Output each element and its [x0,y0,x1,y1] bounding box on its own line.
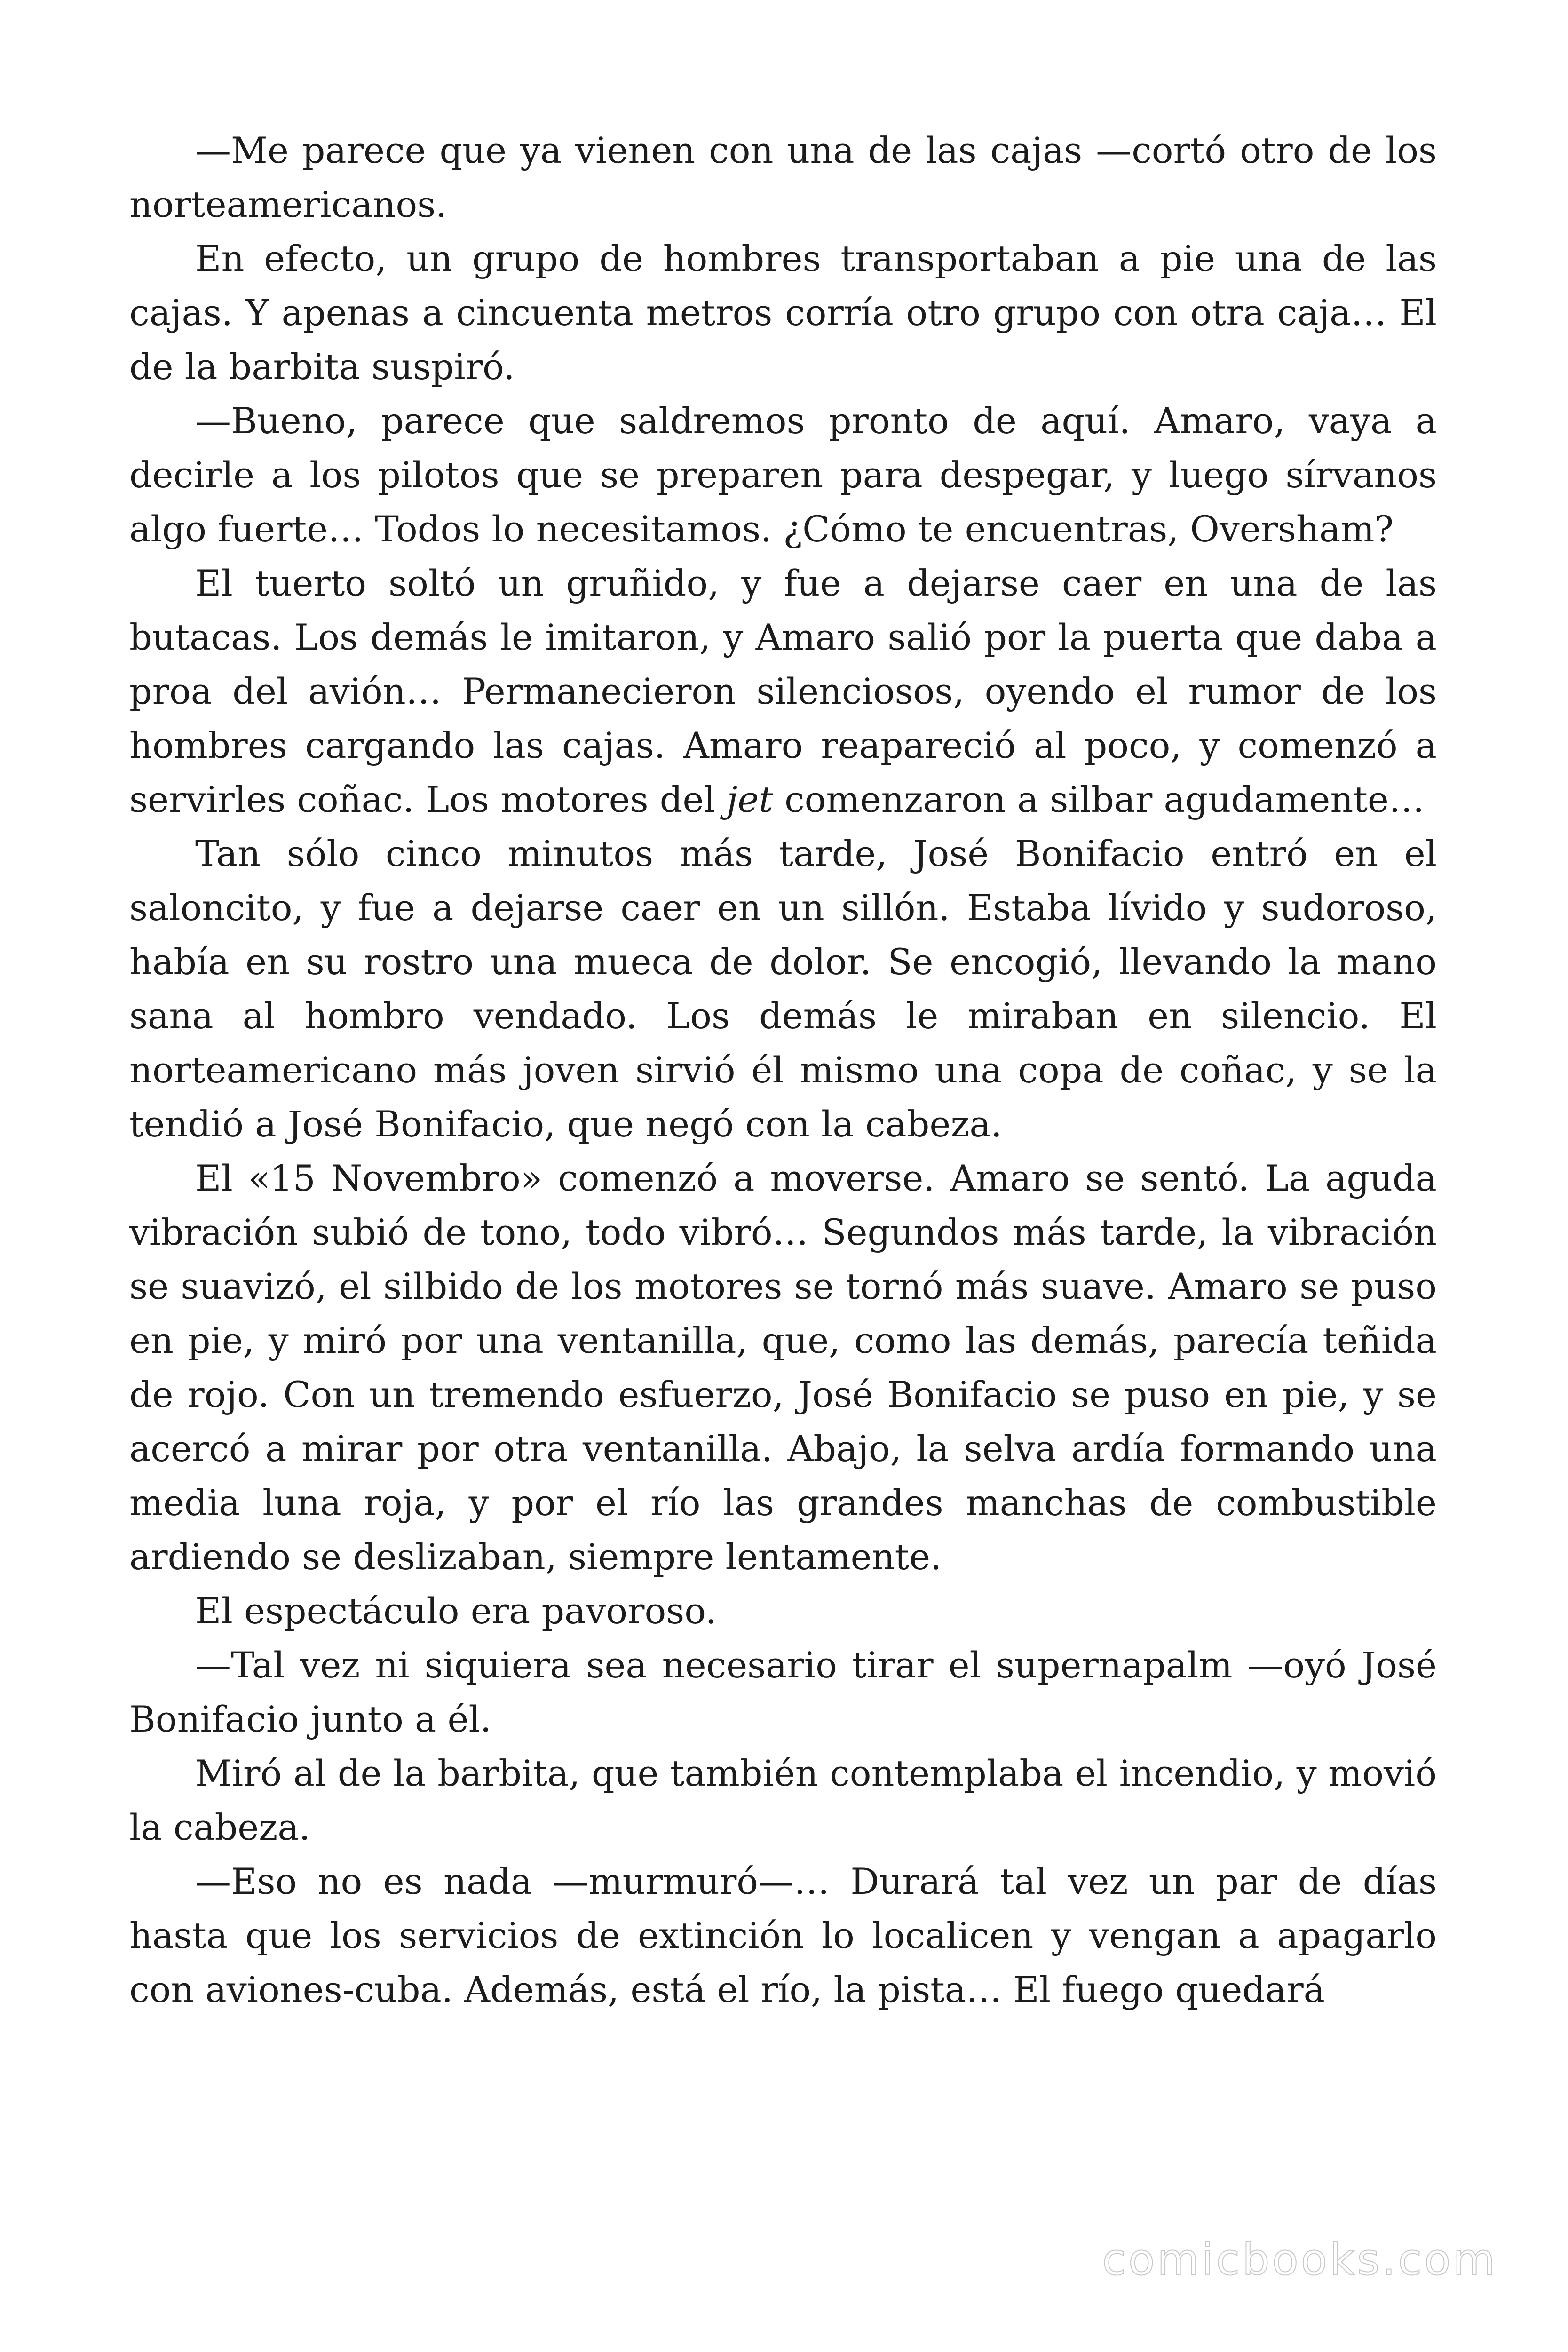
text-run: comenzaron a silbar agudamente… [773,779,1425,820]
book-page-text [129,123,1437,2017]
paragraph: —Bueno, parece que saldremos pronto de aquí. Amaro, vaya a decirle a los pilotos que se preparen para despegar, y luego sírvanos algo fuerte… Todos lo necesitamos. ¿Cómo te encuentras, Oversham? [129,400,1437,550]
paragraph: En efecto, un grupo de hombres transportaban a pie una de las cajas. Y apenas a cincuenta metros corría otro grupo con otra caja… El de la barbita suspiró. [129,238,1437,388]
text-run: El tuerto soltó un gruñido, y fue a dejarse caer en una de las butacas. Los demás le imitaron, y Amaro salió por la puerta que daba a proa del avión… Permanecieron silenciosos, oyendo el rumor de los hombres cargando las cajas. Amaro reapareció al poco, y comenzó a servirles coñac. Los motores del [129,562,1437,820]
paragraph: El espectáculo era pavoroso. [195,1590,717,1632]
paragraph: —Eso no es nada —murmuró—… Durará tal vez un par de días hasta que los servicios de extinción lo localicen y vengan a apagarlo con aviones-cuba. Además, está el río, la pista… El fuego quedará [129,1860,1437,2010]
paragraph: Tan sólo cinco minutos más tarde, José Bonifacio entró en el saloncito, y fue a dejarse caer en un sillón. Estaba lívido y sudoroso, había en su rostro una mueca de dolor. Se encogió, llevando la mano sana al hombro vendado. Los demás le miraban en silencio. El norteamericano más joven sirvió él mismo una copa de coñac, y se la tendió a José Bonifacio, que negó con la cabeza. [129,833,1437,1145]
paragraph: —Me parece que ya vienen con una de las cajas —cortó otro de los norteamericanos. [129,129,1437,225]
italic-word: jet [726,779,773,820]
paragraph: El «15 Novembro» comenzó a moverse. Amaro se sentó. La aguda vibración subió de tono, todo vibró… Segundos más tarde, la vibración se suavizó, el silbido de los motores se tornó más suave. Amaro se puso en pie, y miró por una ventanilla, que, como las demás, parecía teñida de rojo. Con un tremendo esfuerzo, José Bonifacio se puso en pie, y se acercó a mirar por otra ventanilla. Abajo, la selva ardía formando una media luna roja, y por el río las grandes manchas de combustible ardiendo se deslizaban, siempre lentamente. [129,1157,1437,1578]
paragraph: Miró al de la barbita, que también contemplaba el incendio, y movió la cabeza. [129,1752,1437,1848]
paragraph [129,556,1437,826]
watermark: comicbooks.com [1102,2234,1497,2285]
paragraph: —Tal vez ni siquiera sea necesario tirar el supernapalm —oyó José Bonifacio junto a él. [129,1644,1437,1740]
